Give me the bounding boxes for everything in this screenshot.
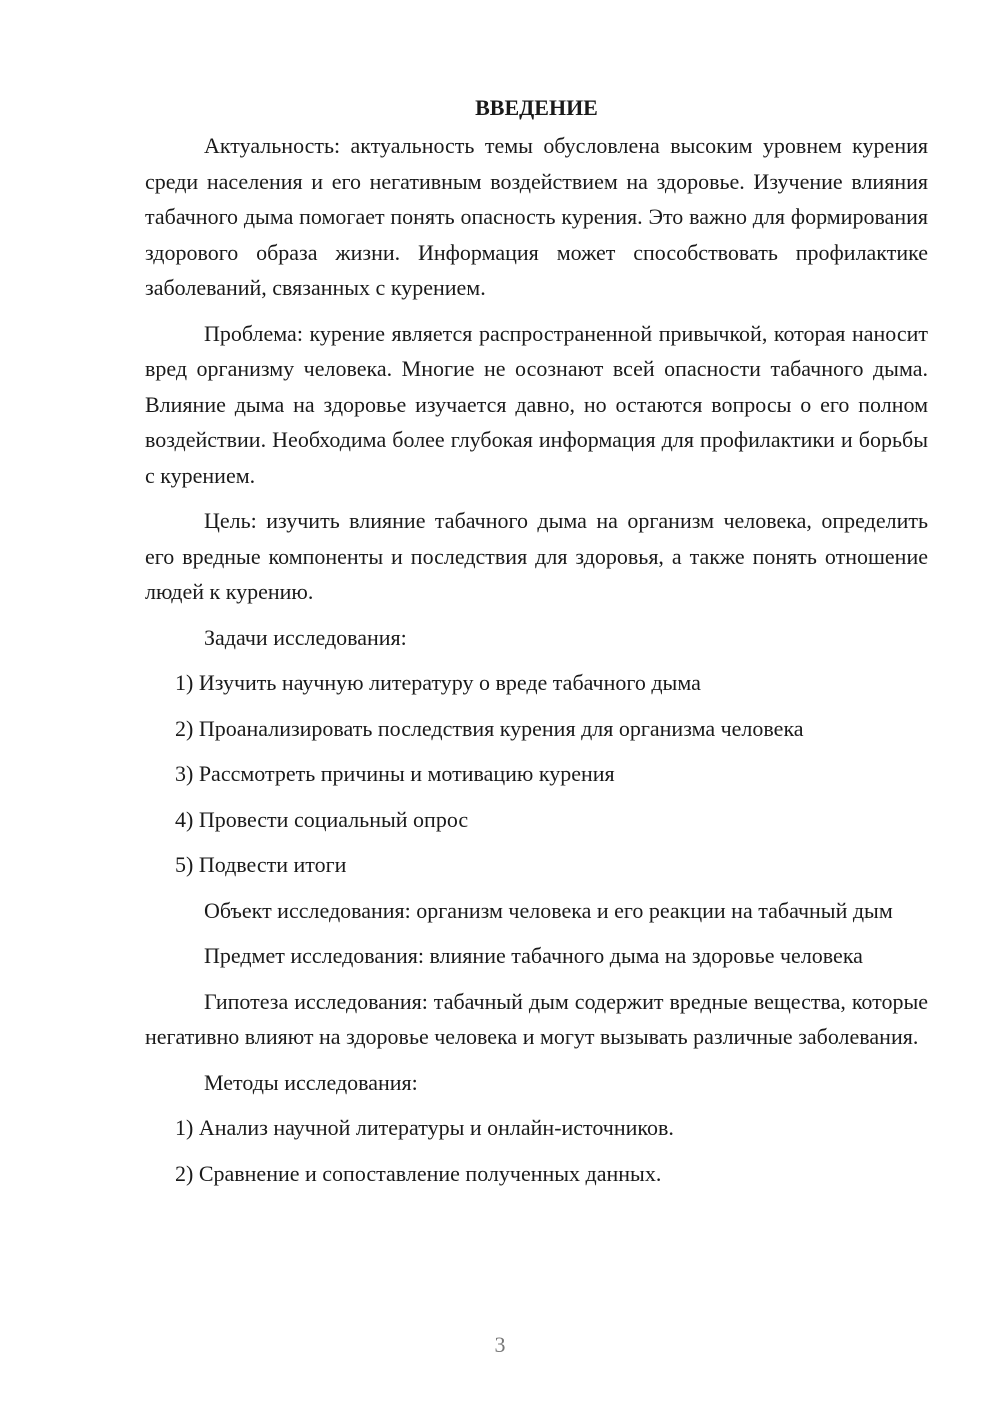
goal-paragraph: Цель: изучить влияние табачного дыма на организм человека, определить его вредные компоненты и последствия для здоровья, а также понять отношение людей к курению. — [145, 508, 928, 604]
methods-heading: Методы исследования: — [204, 1069, 418, 1095]
hypothesis-paragraph: Гипотеза исследования: табачный дым содержит вредные вещества, которые негативно влияют на здоровье человека и могут вызывать различные заболевания. — [145, 988, 928, 1049]
task-item: 2) Проанализировать последствия курения для организма человека — [175, 715, 804, 741]
method-item: 2) Сравнение и сопоставление полученных данных. — [175, 1160, 662, 1186]
page-title: ВВЕДЕНИЕ — [475, 95, 598, 120]
object-paragraph: Объект исследования: организм человека и его реакции на табачный дым — [204, 897, 893, 923]
task-item: 1) Изучить научную литературу о вреде табачного дыма — [175, 670, 701, 695]
tasks-heading: Задачи исследования: — [204, 624, 407, 650]
task-item: 5) Подвести итоги — [175, 852, 347, 877]
subject-paragraph: Предмет исследования: влияние табачного дыма на здоровье человека — [204, 943, 863, 968]
problem-paragraph: Проблема: курение является распространенной привычкой, которая наносит вред организму человека. Многие не осознают всей опасности табачного дыма. Влияние дыма на здоровье изучается давно, но остаются вопросы о его полном воздействии. Необходима более глубокая информация для профилактики и борьбы с курением. — [145, 320, 928, 488]
method-item: 1) Анализ научной литературы и онлайн-источников. — [175, 1115, 674, 1140]
task-item: 3) Рассмотреть причины и мотивацию курения — [175, 761, 615, 786]
document-page — [145, 90, 928, 1201]
task-item: 4) Провести социальный опрос — [175, 806, 469, 832]
relevance-paragraph: Актуальность: актуальность темы обусловлена высоким уровнем курения среди населения и его негативным воздействием на здоровье. Изучение влияния табачного дыма помогает понять опасность курения. Это важно для формирования здорового образа жизни. Информация может способствовать профилактике заболеваний, связанных с курением. — [145, 133, 928, 300]
page-number: 3 — [494, 1332, 506, 1357]
